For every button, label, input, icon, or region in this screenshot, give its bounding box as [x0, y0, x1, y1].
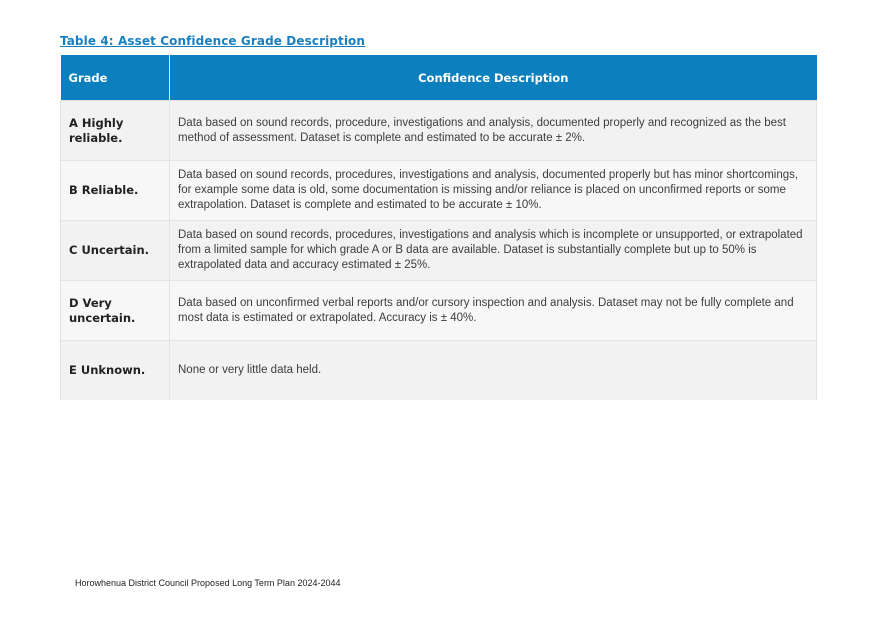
description-cell: Data based on unconfirmed verbal reports and/or cursory inspection and analysis. Dataset may not be fully complete and most data is estimated or extrapolated. Accuracy is ± 40%. — [170, 281, 817, 341]
grade-cell: C Uncertain. — [61, 221, 170, 281]
table-row — [61, 281, 817, 341]
header-confidence-description: Confidence Description — [170, 55, 817, 101]
table-caption: Table 4: Asset Confidence Grade Description — [60, 34, 366, 48]
description-cell: Data based on sound records, procedures, investigations and analysis, documented properly but has minor shortcomings, for example some data is old, some documentation is missing and/or reliance is placed on unconfirmed reports or some extrapolation. Dataset is complete and estimated to be accurate ± 10%. — [170, 161, 817, 221]
confidence-grade-table — [60, 55, 817, 400]
grade-cell: E Unknown. — [61, 341, 170, 401]
table-row — [61, 221, 817, 281]
grade-cell: D Very uncertain. — [61, 281, 170, 341]
header-grade: Grade — [61, 55, 170, 101]
grade-cell: A Highly reliable. — [61, 101, 170, 161]
description-cell: None or very little data held. — [170, 341, 817, 401]
grade-cell: B Reliable. — [61, 161, 170, 221]
description-cell: Data based on sound records, procedures, investigations and analysis which is incomplete or unsupported, or extrapolated from a limited sample for which grade A or B data are available. Dataset is substantially complete but up to 50% is extrapolated data and accuracy estimated ± 25%. — [170, 221, 817, 281]
table-header-row — [61, 55, 817, 101]
table-row — [61, 341, 817, 401]
table-row — [61, 101, 817, 161]
table-row — [61, 161, 817, 221]
description-cell: Data based on sound records, procedure, investigations and analysis, documented properly and recognized as the best method of assessment. Dataset is complete and estimated to be accurate ± 2%. — [170, 101, 817, 161]
page-footer: Horowhenua District Council Proposed Long Term Plan 2024-2044 — [75, 578, 341, 588]
